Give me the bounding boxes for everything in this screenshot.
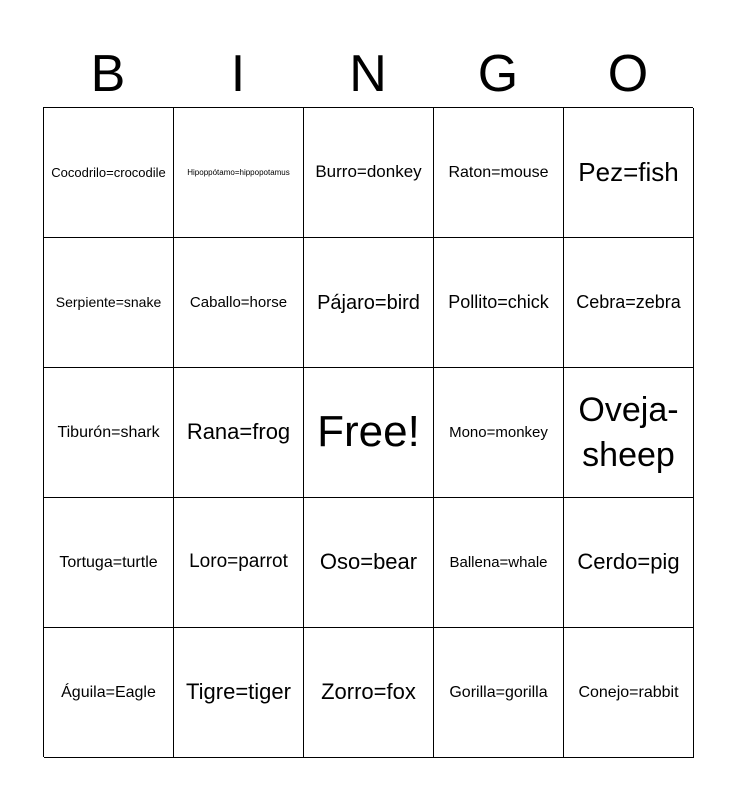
bingo-cell[interactable]: Cocodrilo=crocodile: [44, 108, 174, 238]
bingo-cell[interactable]: Ballena=whale: [434, 498, 564, 628]
header-letter-g: G: [477, 45, 519, 103]
bingo-cell[interactable]: Mono=monkey: [434, 368, 564, 498]
bingo-cell[interactable]: Oso=bear: [304, 498, 434, 628]
free-space-cell[interactable]: Free!: [304, 368, 434, 498]
bingo-cell[interactable]: Tigre=tiger: [174, 628, 304, 758]
bingo-cell[interactable]: Rana=frog: [174, 368, 304, 498]
bingo-cell[interactable]: Águila=Eagle: [44, 628, 174, 758]
bingo-cell[interactable]: Loro=parrot: [174, 498, 304, 628]
bingo-cell[interactable]: Caballo=horse: [174, 238, 304, 368]
header-letter-n: N: [349, 45, 387, 103]
bingo-cell[interactable]: Tiburón=shark: [44, 368, 174, 498]
bingo-cell[interactable]: Gorilla=gorilla: [434, 628, 564, 758]
header-letter-b: B: [90, 45, 126, 103]
bingo-cell[interactable]: Pez=fish: [564, 108, 694, 238]
bingo-cell[interactable]: Raton=mouse: [434, 108, 564, 238]
bingo-cell[interactable]: Serpiente=snake: [44, 238, 174, 368]
header-letter-i: I: [230, 45, 246, 103]
bingo-board: [43, 107, 693, 757]
bingo-cell[interactable]: Burro=donkey: [304, 108, 434, 238]
bingo-cell[interactable]: Conejo=rabbit: [564, 628, 694, 758]
bingo-cell[interactable]: Hipoppótamo=hippopotamus: [174, 108, 304, 238]
bingo-cell[interactable]: Cebra=zebra: [564, 238, 694, 368]
bingo-cell[interactable]: Pájaro=bird: [304, 238, 434, 368]
bingo-cell[interactable]: Cerdo=pig: [564, 498, 694, 628]
bingo-header: [43, 40, 693, 108]
bingo-cell[interactable]: Tortuga=turtle: [44, 498, 174, 628]
header-letter-o: O: [607, 45, 649, 103]
bingo-cell[interactable]: Zorro=fox: [304, 628, 434, 758]
bingo-cell[interactable]: Oveja-sheep: [564, 368, 694, 498]
bingo-cell[interactable]: Pollito=chick: [434, 238, 564, 368]
